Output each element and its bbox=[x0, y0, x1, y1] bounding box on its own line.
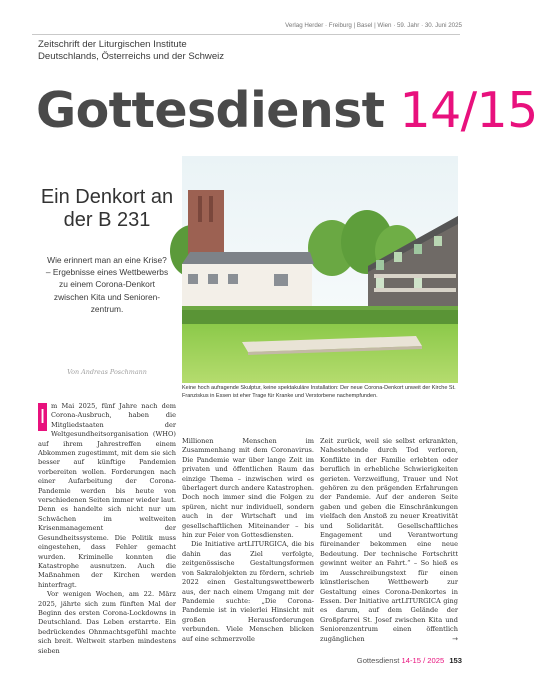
continue-arrow-icon[interactable]: → bbox=[452, 634, 458, 643]
article-teaser: Wie erinnert man an eine Krise? – Ergebnisse eines Wettbewerbs zu einem Corona-Denkort zwischen Kita und Seniorenzentrum. bbox=[45, 255, 169, 314]
photo-caption: Keine hoch aufragende Skulptur, keine spektakuläre Installation: Der neue Corona-Denkort unweit der Kirche St. Franziskus in Essen ist eher Trage für Kranke und Verstorbene nachempfunden. bbox=[182, 385, 456, 399]
imprint-line: Verlag Herder · Freiburg | Basel | Wien · 59. Jahr · 30. Juni 2025 bbox=[285, 22, 462, 29]
memorial-photo-illustration bbox=[182, 156, 458, 383]
drop-cap: I bbox=[38, 403, 47, 431]
footer-magazine: Gottesdienst bbox=[356, 656, 400, 665]
paragraph: Millionen Menschen im Zusammenhang mit dem Coronavirus. Die Pandemie war über lange Zeit im privaten und öffentlichen Raum das einzige Thema – inzwischen wird es überlagert durch andere Katastrophen. Doch noch immer sind die Folgen zu spüren, nicht nur individuell, sondern auch in der Wirtschaft und im gesellschaftlichen Miteinander – bis hin zur Feier von Gottesdiensten. bbox=[182, 437, 314, 540]
masthead-issue: 14/15 bbox=[399, 82, 538, 139]
footer-issue: 14-15 / 2025 bbox=[401, 656, 445, 665]
publisher-line-2: Deutschlands, Österreichs und der Schweiz bbox=[38, 51, 225, 63]
page-footer bbox=[340, 656, 462, 665]
text-column-1 bbox=[38, 402, 176, 656]
paragraph bbox=[320, 437, 458, 644]
publisher-description bbox=[38, 39, 338, 63]
paragraph-text: Zeit zurück, weil sie selbst erkrankten, Nahestehende durch Tod verloren, Konflikte in der Familie erlebten oder beruflich in erhebliche Schwierigkeiten gerieten. Verzweiflung, Trauer und Not gehören zu den prägenden Erfahrungen der Pandemie. Auf der anderen Seite gaben und geben die Einschränkungen vielfach den Anstoß zu neuer Kreativität und Solidarität. Gesellschaftliches Engagement und Verantwortung füreinander bekommen eine neue Bedeutung. Der technische Fortschritt gewinnt weiter an Fahrt.“ – So hieß es im Ausschreibungstext für einen künstlerischen Wettbewerb zur Gestaltung eines Corona-Denkortes in Essen. Der Initiative artLITURGICA ging es darum, auf dem Gelände der Großpfarrei St. Josef zwischen Kita und Seniorenzentrum einen öffentlich zugänglichen bbox=[320, 437, 458, 643]
paragraph: Vor wenigen Wochen, am 22. März 2025, jährte sich zum fünften Mal der Beginn des ersten Corona-Lockdowns in Deutschland. Das Leben erstarrte. Ein bedrückendes Ohnmachtsgefühl machte sich breit. Weltweit starben mindestens sieben bbox=[38, 590, 176, 655]
paragraph: Die Initiative artLITURGICA, die bis dahin das Ziel verfolgte, zeitgenössische Gestaltungsformen von Sakralobjekten zu fördern, schrieb 2022 einen Gestaltungswettbewerb aus, der nach einem Umgang mit der Pandemie suchte: „Die Corona-Pandemie ist in vielerlei Hinsicht mit großen Herausforderungen verbunden. Viele Menschen blicken auf eine schmerzvolle bbox=[182, 540, 314, 643]
paragraph-text: m Mai 2025, fünf Jahre nach dem Corona-Ausbruch, haben die Mitgliedstaaten der Weltgesundheitsorganisation (WHO) auf ihrem Jahrestreffen einem Abkommen zugestimmt, mit dem sie sich besser auf künftige Pandemien vorbereiten wollen. Forderungen nach einer Aufarbeitung der Corona-Pandemie werden bis heute von verschiedenen Seiten immer wieder laut. Denn es handelte sich nicht nur um Schwächen im weltweiten Krisenmanagement der Gesundheitssysteme. Die Politik muss eingestehen, dass Fehler gemacht wurden. Kriminelle konnten die Katastrophe ausnutzen. Auch die Maßnahmen der Kirchen werden hinterfragt. bbox=[38, 402, 176, 589]
article-author: Von Andreas Poschmann bbox=[67, 368, 147, 376]
paragraph bbox=[38, 402, 176, 590]
masthead bbox=[36, 83, 538, 139]
publisher-line-1: Zeitschrift der Liturgischen Institute bbox=[38, 39, 187, 50]
top-rule bbox=[32, 34, 460, 35]
masthead-title: Gottesdienst bbox=[36, 82, 385, 139]
text-column-3 bbox=[320, 437, 458, 644]
article-photo bbox=[182, 156, 458, 383]
text-column-2 bbox=[182, 437, 314, 644]
article-headline: Ein Denkort an der B 231 bbox=[40, 186, 174, 231]
page-number: 153 bbox=[449, 656, 462, 665]
